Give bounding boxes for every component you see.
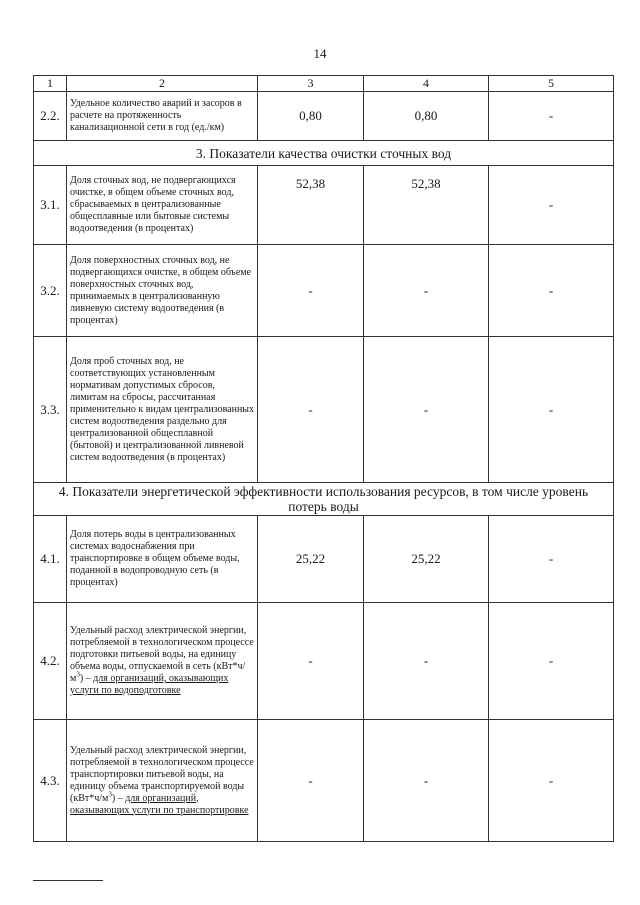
value-col-4: 0,80 bbox=[364, 92, 489, 141]
table-row bbox=[34, 516, 614, 603]
value-col-4: - bbox=[364, 245, 489, 337]
value-col-3: - bbox=[258, 245, 364, 337]
table-row bbox=[34, 92, 614, 141]
value-col-5: - bbox=[489, 92, 614, 141]
indicator-text-underlined: для организаций, оказывающих услуги по водоподготовке bbox=[70, 673, 229, 696]
header-col-2: 2 bbox=[67, 76, 258, 92]
value-col-3: - bbox=[258, 337, 364, 483]
value-col-4: - bbox=[364, 337, 489, 483]
indicator-text: Доля поверхностных сточных вод, не подвергающихся очистке, в общем объеме поверхностных сточных вод, принимаемых в централизованную ливневую систему водоотведения (в процентах) bbox=[67, 245, 258, 337]
value-col-5: - bbox=[489, 245, 614, 337]
page-number: 14 bbox=[313, 46, 327, 61]
header-col-5: 5 bbox=[489, 76, 614, 92]
table-row bbox=[34, 166, 614, 245]
indicator-text-dash: ) – bbox=[79, 673, 94, 684]
value-col-3: 0,80 bbox=[258, 92, 364, 141]
indicators-table bbox=[33, 75, 614, 842]
indicator-text: Доля проб сточных вод, не соответствующих установленным нормативам допустимых сбросов, лимитам на сбросы, рассчитанная применительно к видам централизованных систем водоотведения раздельно для централизованной общесплавной (бытовой) и централизованной ливневой систем водоотведения (в процентах) bbox=[67, 337, 258, 483]
table-row bbox=[34, 245, 614, 337]
table-row bbox=[34, 720, 614, 842]
indicator-text bbox=[67, 720, 258, 842]
row-number: 3.3. bbox=[34, 337, 67, 483]
row-number: 2.2. bbox=[34, 92, 67, 141]
row-number: 3.1. bbox=[34, 166, 67, 245]
section-title-3: 3. Показатели качества очистки сточных вод bbox=[34, 141, 614, 166]
section-row bbox=[34, 483, 614, 516]
value-col-5: - bbox=[489, 516, 614, 603]
value-col-5: - bbox=[489, 603, 614, 720]
table-header-row bbox=[34, 76, 614, 92]
footnote-divider bbox=[33, 880, 103, 881]
indicator-text: Доля сточных вод, не подвергающихся очистке, в общем объеме сточных вод, сбрасываемых в централизованные общесплавные или бытовые системы водоотведения (в процентах) bbox=[67, 166, 258, 245]
superscript: 3 bbox=[76, 670, 80, 679]
value-col-3: 52,38 bbox=[258, 166, 364, 245]
header-col-1: 1 bbox=[34, 76, 67, 92]
indicator-text: Удельное количество аварий и засоров в расчете на протяженность канализационной сети в год (ед./км) bbox=[67, 92, 258, 141]
indicator-text: Доля потерь воды в централизованных системах водоснабжения при транспортировке в общем объеме воды, поданной в водопроводную сеть (в процентах) bbox=[67, 516, 258, 603]
value-col-5: - bbox=[489, 337, 614, 483]
value-col-5: - bbox=[489, 720, 614, 842]
value-col-4: 52,38 bbox=[364, 166, 489, 245]
value-col-3: 25,22 bbox=[258, 516, 364, 603]
value-col-3: - bbox=[258, 603, 364, 720]
value-col-4: - bbox=[364, 720, 489, 842]
section-title-4: 4. Показатели энергетической эффективности использования ресурсов, в том числе уровень потерь воды bbox=[34, 483, 614, 516]
indicator-text-dash: ) – bbox=[111, 792, 126, 804]
row-number: 4.1. bbox=[34, 516, 67, 603]
indicator-text-underlined: для организаций, оказывающих услуги по транспортировке bbox=[70, 792, 249, 816]
superscript: 3 bbox=[108, 790, 112, 799]
row-number: 4.2. bbox=[34, 603, 67, 720]
row-number: 4.3. bbox=[34, 720, 67, 842]
indicator-text-main: Удельный расход электрической энергии, потребляемой в технологическом процессе подготовки питьевой воды, на единицу объема воды, отпускаемой в сеть (кВт*ч/м bbox=[70, 625, 254, 684]
value-col-3: - bbox=[258, 720, 364, 842]
value-col-4: 25,22 bbox=[364, 516, 489, 603]
indicator-text-main: Удельный расход электрической энергии, потребляемой в технологическом процессе транспортировки питьевой воды, на единицу объема транспортируемой воды (кВт*ч/м bbox=[70, 744, 254, 804]
header-col-4: 4 bbox=[364, 76, 489, 92]
section-row bbox=[34, 141, 614, 166]
table-row bbox=[34, 337, 614, 483]
value-col-5: - bbox=[489, 166, 614, 245]
indicator-text bbox=[67, 603, 258, 720]
value-col-4: - bbox=[364, 603, 489, 720]
header-col-3: 3 bbox=[258, 76, 364, 92]
row-number: 3.2. bbox=[34, 245, 67, 337]
table-row bbox=[34, 603, 614, 720]
